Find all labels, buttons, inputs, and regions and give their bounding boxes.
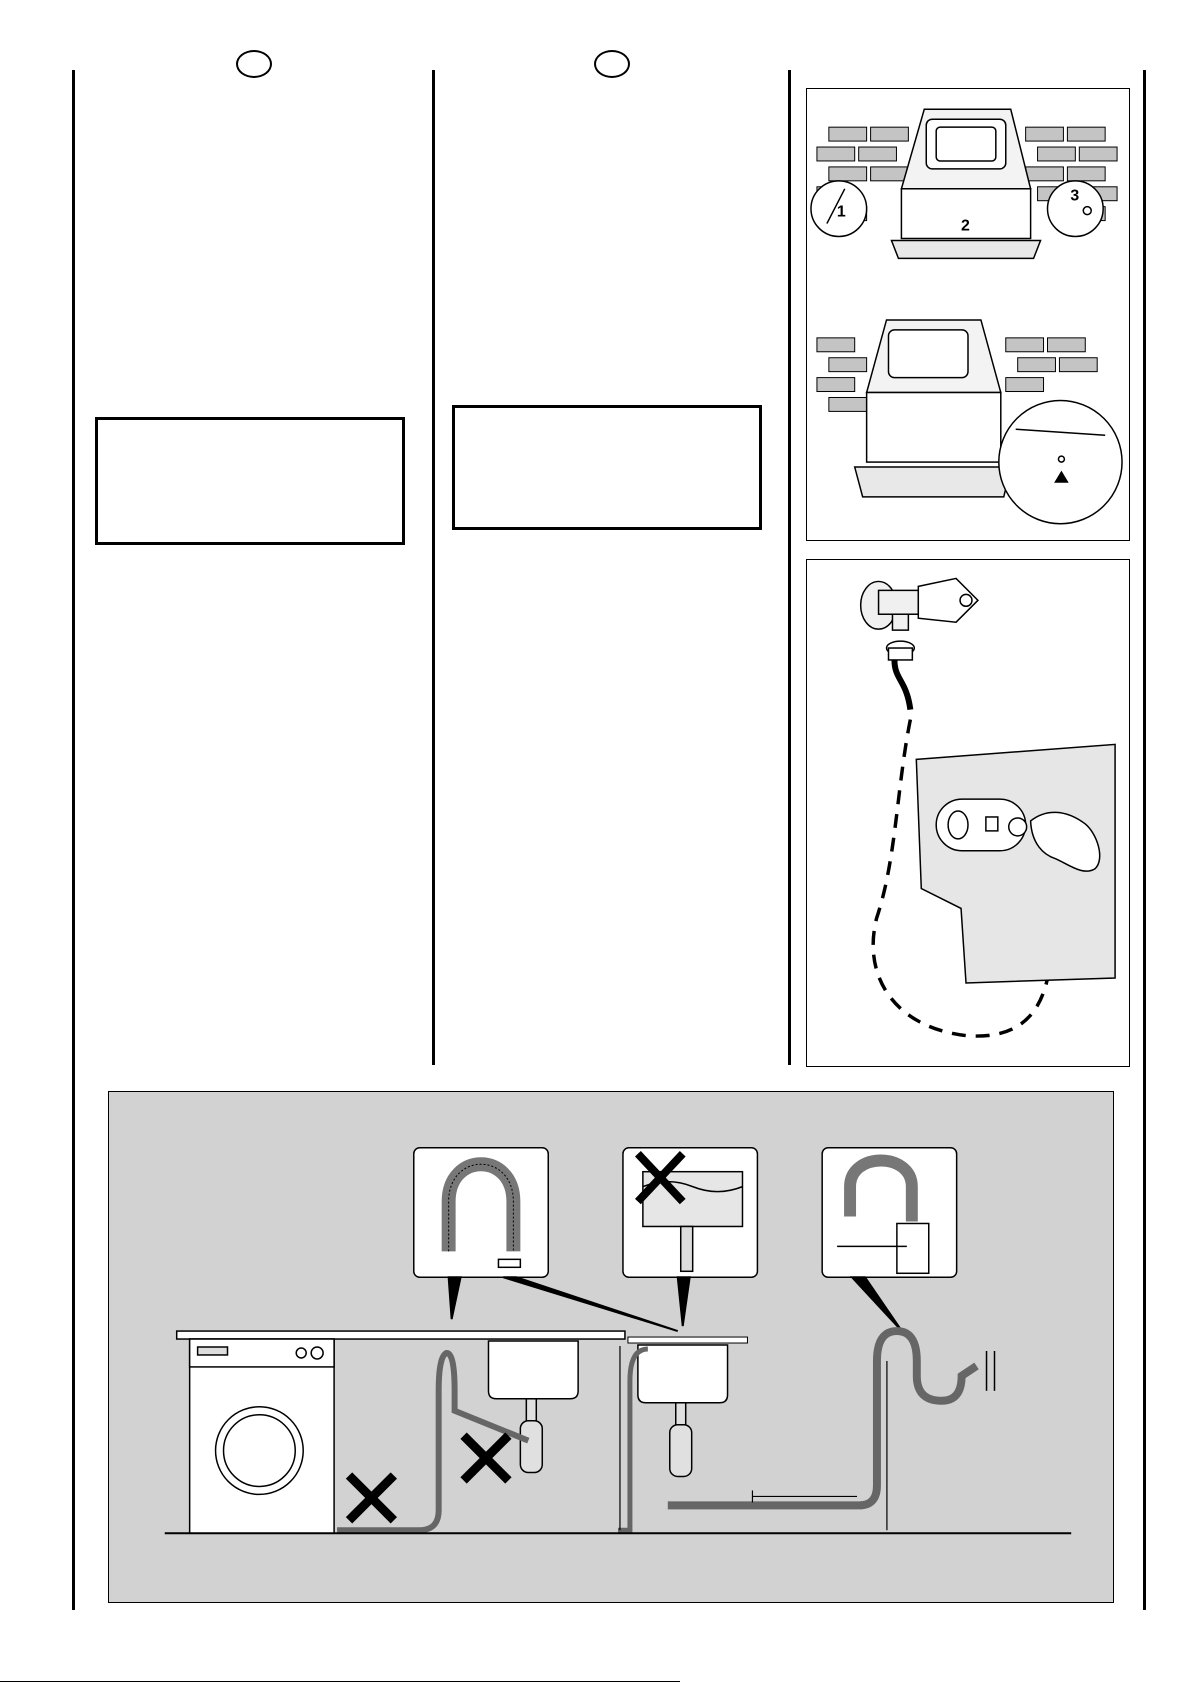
washing-machine	[190, 1339, 334, 1533]
column-rule-middle	[432, 70, 435, 1065]
step-label-3: 3	[1070, 187, 1080, 205]
machine-back-bottom	[855, 320, 1011, 497]
cross-icon-bottom-left	[349, 1475, 394, 1520]
column-rule-far-right	[1143, 70, 1146, 1610]
drain-hose-illustration	[109, 1092, 1113, 1602]
step-label-2: 2	[961, 217, 970, 235]
language-badge-right	[594, 50, 630, 78]
footer-rule	[0, 1681, 680, 1682]
drain-hose-panel	[108, 1091, 1114, 1603]
inset-hose-standpipe	[822, 1148, 956, 1277]
machine-back-top	[891, 109, 1040, 258]
tap-icon	[861, 578, 978, 630]
figure-levelling	[806, 88, 1130, 541]
detail-circle-bracket	[999, 400, 1122, 523]
levelling-illustration	[807, 89, 1129, 540]
figure-water-inlet	[806, 559, 1130, 1067]
water-inlet-illustration	[807, 560, 1129, 1066]
inset-hose-guide	[414, 1148, 548, 1277]
sink-right	[638, 1345, 728, 1476]
hose-connector	[887, 641, 915, 710]
step-label-1: 1	[836, 203, 846, 221]
column-rule-right	[788, 70, 791, 1065]
inset-submerged-hose	[623, 1148, 757, 1277]
inset-pointers	[449, 1277, 902, 1331]
sink-left	[488, 1341, 578, 1472]
column-rule-left	[72, 70, 75, 1610]
language-badge-left	[236, 50, 272, 78]
cross-icon-middle	[464, 1436, 509, 1481]
note-box-left	[95, 417, 405, 545]
note-box-middle	[452, 405, 762, 530]
countertop-right	[628, 1337, 748, 1343]
countertop	[177, 1331, 625, 1339]
